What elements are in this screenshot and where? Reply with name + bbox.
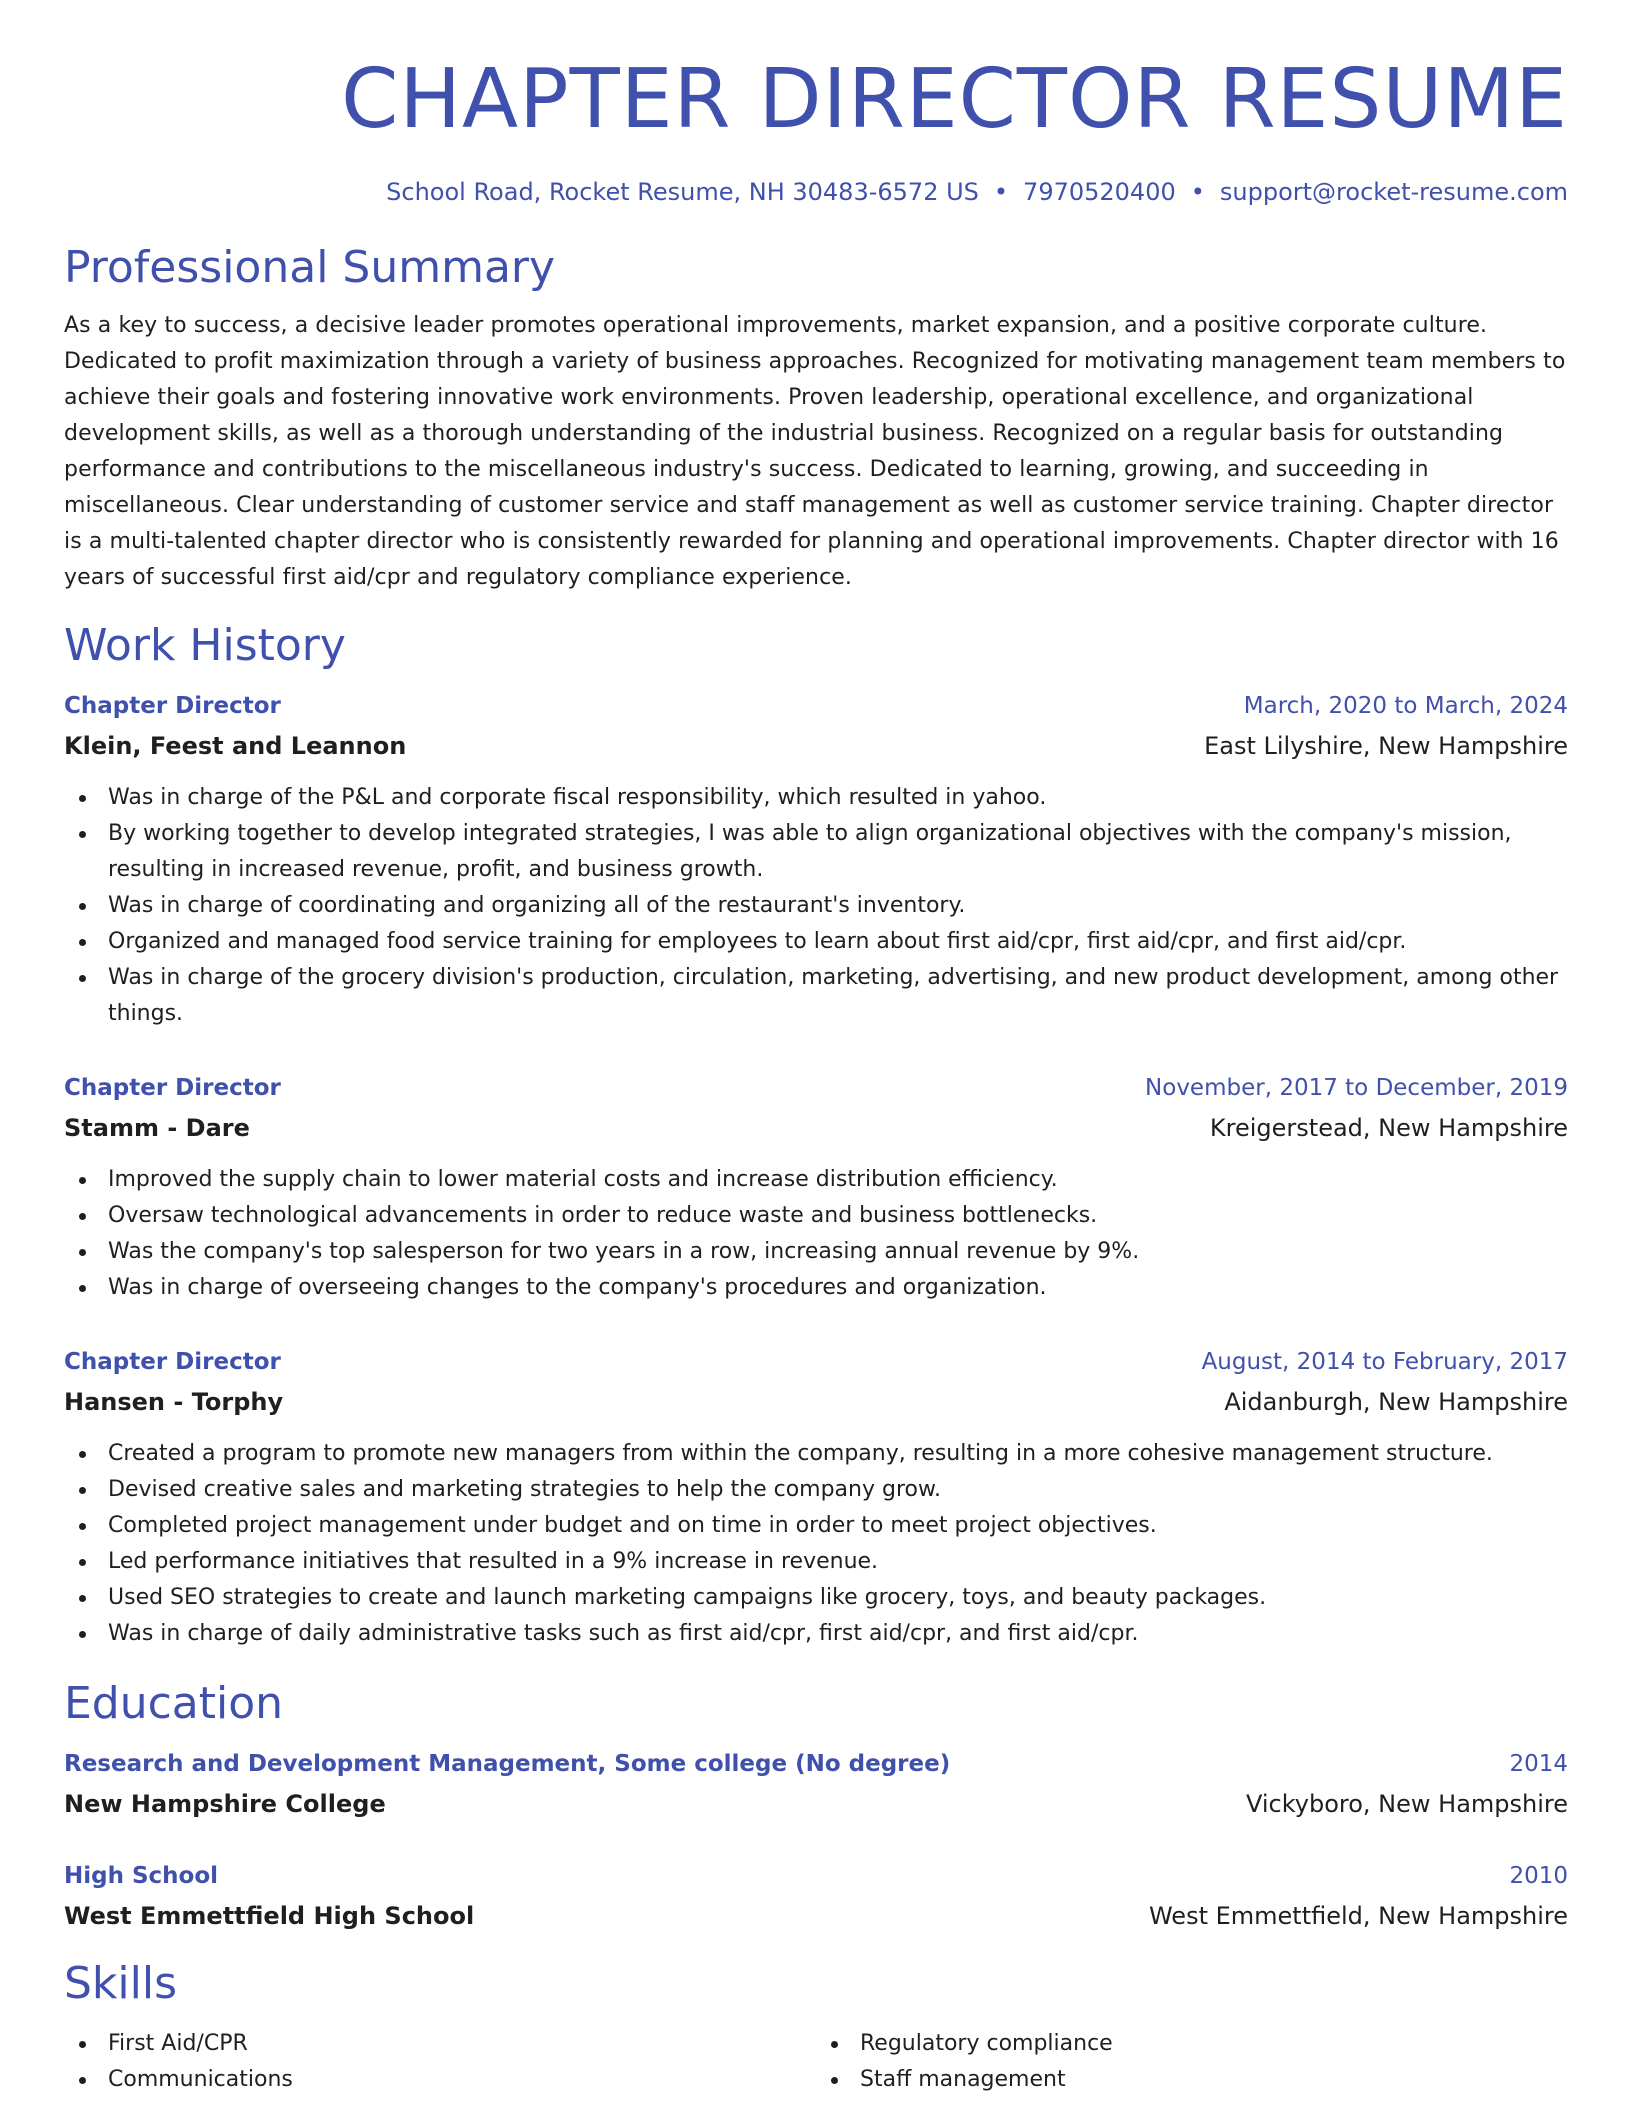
education-header-row bbox=[64, 1860, 1568, 1892]
job-location: Kreigerstead, New Hampshire bbox=[1209, 1114, 1568, 1142]
job-entry bbox=[64, 690, 1568, 1032]
skill-item bbox=[64, 2026, 816, 2062]
contact-separator: • bbox=[993, 178, 1009, 206]
bullet-dot-icon bbox=[79, 1523, 86, 1530]
education-school-row bbox=[64, 1892, 1568, 1932]
job-bullet-text: Organized and managed food service training for employees to learn about first aid/cpr, first aid/cpr, and first aid/cpr. bbox=[108, 929, 1407, 954]
skill-label: Communications bbox=[108, 2067, 293, 2092]
job-bullet bbox=[64, 1234, 1568, 1270]
skills-grid bbox=[64, 2026, 1568, 2098]
job-bullet-text: Was the company's top salesperson for two years in a row, increasing annual revenue by 9%. bbox=[108, 1239, 1140, 1264]
bullet-dot-icon bbox=[79, 2077, 86, 2084]
education-header-row bbox=[64, 1748, 1568, 1780]
job-bullet bbox=[64, 960, 1568, 1032]
job-bullet-text: Completed project management under budget and on time in order to meet project objectives. bbox=[108, 1513, 1157, 1538]
job-bullet bbox=[64, 816, 1568, 888]
bullet-dot-icon bbox=[79, 1559, 86, 1566]
education-degree: High School bbox=[64, 1863, 219, 1889]
job-bullet bbox=[64, 780, 1568, 816]
bullet-dot-icon bbox=[79, 795, 86, 802]
bullet-dot-icon bbox=[79, 1177, 86, 1184]
job-bullet bbox=[64, 1436, 1568, 1472]
job-title: Chapter Director bbox=[64, 693, 281, 719]
skill-label: Regulatory compliance bbox=[860, 2031, 1113, 2056]
contact-phone: 7970520400 bbox=[1023, 178, 1176, 206]
education-school: New Hampshire College bbox=[64, 1790, 386, 1818]
job-bullet-text: Was in charge of the grocery division's production, circulation, marketing, advertising, and new product development, among other things. bbox=[108, 965, 1559, 1026]
education-entry bbox=[64, 1860, 1568, 1932]
bullet-dot-icon bbox=[79, 903, 86, 910]
education-degree: Research and Development Management, Some college (No degree) bbox=[64, 1751, 951, 1777]
job-company-row bbox=[64, 1378, 1568, 1418]
job-bullet bbox=[64, 1580, 1568, 1616]
skills-heading: Skills bbox=[64, 1958, 178, 2009]
job-bullet bbox=[64, 1544, 1568, 1580]
job-bullet bbox=[64, 1616, 1568, 1652]
skills-column-right bbox=[816, 2026, 1568, 2098]
bullet-dot-icon bbox=[79, 1631, 86, 1638]
job-bullet-text: Was in charge of daily administrative tasks such as first aid/cpr, first aid/cpr, and first aid/cpr. bbox=[108, 1621, 1139, 1646]
job-bullet bbox=[64, 1472, 1568, 1508]
job-company-row bbox=[64, 722, 1568, 762]
bullet-dot-icon bbox=[79, 1249, 86, 1256]
education-heading: Education bbox=[64, 1678, 284, 1729]
job-header-row bbox=[64, 1072, 1568, 1104]
job-bullet-text: Used SEO strategies to create and launch marketing campaigns like grocery, toys, and beauty packages. bbox=[108, 1585, 1267, 1610]
job-bullet-list bbox=[64, 1162, 1568, 1306]
bullet-dot-icon bbox=[79, 1451, 86, 1458]
contact-separator: • bbox=[1190, 178, 1205, 206]
education-school-row bbox=[64, 1780, 1568, 1820]
job-dates: March, 2020 to March, 2024 bbox=[1243, 693, 1568, 719]
job-header-row bbox=[64, 690, 1568, 722]
bullet-dot-icon bbox=[79, 975, 86, 982]
bullet-dot-icon bbox=[79, 1595, 86, 1602]
job-bullet-text: Was in charge of coordinating and organizing all of the restaurant's inventory. bbox=[108, 893, 966, 918]
summary-heading: Professional Summary bbox=[64, 242, 556, 293]
job-company-row bbox=[64, 1104, 1568, 1144]
bullet-dot-icon bbox=[79, 1213, 86, 1220]
job-dates: August, 2014 to February, 2017 bbox=[1201, 1349, 1568, 1375]
job-company: Stamm - Dare bbox=[64, 1114, 250, 1142]
education-location: West Emmettfield, New Hampshire bbox=[1148, 1902, 1568, 1930]
job-entry bbox=[64, 1346, 1568, 1652]
contact-line bbox=[64, 176, 1568, 208]
bullet-dot-icon bbox=[79, 1487, 86, 1494]
bullet-dot-icon bbox=[79, 831, 86, 838]
job-bullet bbox=[64, 924, 1568, 960]
skill-label: Staff management bbox=[860, 2067, 1066, 2092]
job-bullet bbox=[64, 1508, 1568, 1544]
bullet-dot-icon bbox=[79, 939, 86, 946]
job-bullet-text: By working together to develop integrated strategies, I was able to align organizational objectives with the company's mission, resulting in increased revenue, profit, and business growth. bbox=[108, 821, 1512, 882]
job-location: East Lilyshire, New Hampshire bbox=[1204, 732, 1568, 760]
job-bullet bbox=[64, 888, 1568, 924]
job-title: Chapter Director bbox=[64, 1349, 281, 1375]
job-bullet-text: Improved the supply chain to lower material costs and increase distribution efficiency. bbox=[108, 1167, 1058, 1192]
job-dates: November, 2017 to December, 2019 bbox=[1145, 1075, 1568, 1101]
job-location: Aidanburgh, New Hampshire bbox=[1224, 1388, 1568, 1416]
job-bullet-text: Oversaw technological advancements in order to reduce waste and business bottlenecks. bbox=[108, 1203, 1098, 1228]
job-bullet-text: Was in charge of the P&L and corporate fiscal responsibility, which resulted in yahoo. bbox=[108, 785, 1047, 810]
contact-address: School Road, Rocket Resume, NH 30483-6572 US bbox=[386, 178, 979, 206]
resume-title: CHAPTER DIRECTOR RESUME bbox=[341, 52, 1568, 147]
education-school: West Emmettfield High School bbox=[64, 1902, 475, 1930]
job-company: Klein, Feest and Leannon bbox=[64, 732, 407, 760]
job-bullet-text: Was in charge of overseeing changes to the company's procedures and organization. bbox=[108, 1275, 1047, 1300]
job-bullet bbox=[64, 1270, 1568, 1306]
education-year: 2010 bbox=[1509, 1863, 1568, 1889]
job-bullet-list bbox=[64, 1436, 1568, 1652]
bullet-dot-icon bbox=[831, 2077, 838, 2084]
job-company: Hansen - Torphy bbox=[64, 1388, 284, 1416]
work-history-heading: Work History bbox=[64, 620, 346, 671]
education-location: Vickyboro, New Hampshire bbox=[1245, 1790, 1568, 1818]
skill-item bbox=[816, 2026, 1568, 2062]
skill-item bbox=[816, 2062, 1568, 2098]
education-entry bbox=[64, 1748, 1568, 1820]
contact-email: support@rocket-resume.com bbox=[1219, 178, 1568, 206]
job-entry bbox=[64, 1072, 1568, 1306]
skill-label: First Aid/CPR bbox=[108, 2031, 248, 2056]
job-bullet-text: Led performance initiatives that resulted in a 9% increase in revenue. bbox=[108, 1549, 879, 1574]
bullet-dot-icon bbox=[831, 2041, 838, 2048]
job-bullet bbox=[64, 1198, 1568, 1234]
job-bullet-text: Created a program to promote new managers from within the company, resulting in a more cohesive management structure. bbox=[108, 1441, 1493, 1466]
summary-text: As a key to success, a decisive leader promotes operational improvements, market expansion, and a positive corporate culture. Dedicated to profit maximization through a variety of business approaches. Recognized for motivating management team members to achieve their goals and fostering innovative work environments. Proven leadership, operational excellence, and organizational development skills, as well as a thorough understanding of the industrial business. Recognized on a regular basis for outstanding performance and contributions to the miscellaneous industry's success. Dedicated to learning, growing, and succeeding in miscellaneous. Clear understanding of customer service and staff management as well as customer service training. Chapter director is a multi-talented chapter director who is consistently rewarded for planning and operational improvements. Chapter director with 16 years of successful first aid/cpr and regulatory compliance experience. bbox=[64, 313, 1566, 590]
job-bullet-list bbox=[64, 780, 1568, 1032]
skill-item bbox=[64, 2062, 816, 2098]
bullet-dot-icon bbox=[79, 2041, 86, 2048]
job-header-row bbox=[64, 1346, 1568, 1378]
job-bullet-text: Devised creative sales and marketing strategies to help the company grow. bbox=[108, 1477, 941, 1502]
skills-column-left bbox=[64, 2026, 816, 2098]
bullet-dot-icon bbox=[79, 1285, 86, 1292]
job-bullet bbox=[64, 1162, 1568, 1198]
education-year: 2014 bbox=[1509, 1751, 1568, 1777]
job-title: Chapter Director bbox=[64, 1075, 281, 1101]
